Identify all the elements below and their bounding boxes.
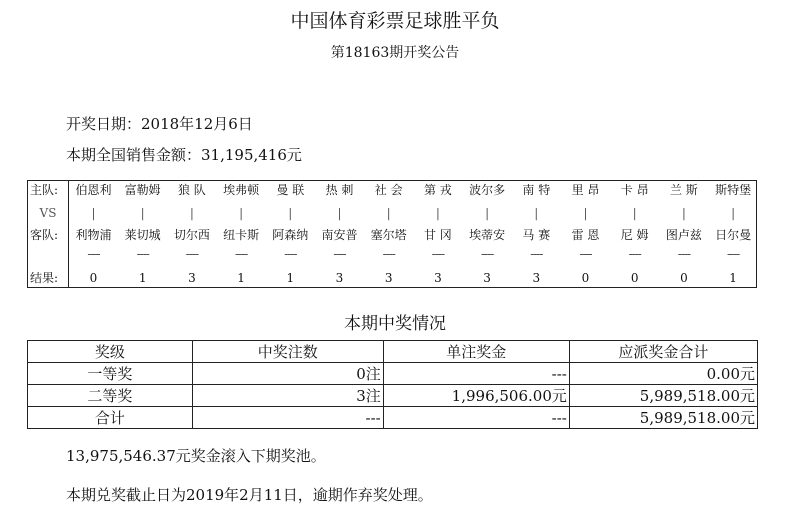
home-team: 卡 昂 xyxy=(620,183,649,197)
dash-mark: ---- xyxy=(284,247,297,261)
match-result: 1 xyxy=(138,271,147,285)
vs-mark: | xyxy=(140,206,145,220)
prize-level: 二等奖 xyxy=(28,385,193,407)
header-total-prize: 应派奖金合计 xyxy=(569,341,757,363)
dash-mark: ---- xyxy=(333,247,346,261)
match-result: 3 xyxy=(188,271,196,285)
draw-date: 开奖日期：2018年12月6日 xyxy=(66,115,253,133)
rollover-note: 13,975,546.37元奖金滚入下期奖池。 xyxy=(66,447,326,465)
home-team: 埃弗顿 xyxy=(223,183,260,197)
away-team: 切尔西 xyxy=(173,228,210,242)
home-team: 富勒姆 xyxy=(124,183,161,197)
winning-count: 0注 xyxy=(192,363,383,385)
vs-mark: | xyxy=(632,206,637,220)
total-prize: 5,989,518.00元 xyxy=(569,407,757,429)
away-team: 塞尔塔 xyxy=(370,228,407,242)
away-team: 图卢兹 xyxy=(665,228,702,242)
away-team: 纽卡斯 xyxy=(223,228,260,242)
away-team: 雷 恩 xyxy=(571,228,600,242)
prize-row xyxy=(28,363,758,385)
vs-mark: | xyxy=(681,206,686,220)
away-team: 日尔曼 xyxy=(715,228,752,242)
vs-label: VS xyxy=(39,206,57,220)
away-row xyxy=(28,226,756,244)
prize-level: 合计 xyxy=(28,407,193,429)
home-team: 社 会 xyxy=(374,183,403,197)
vs-mark: | xyxy=(386,206,391,220)
away-team: 尼 姆 xyxy=(620,228,649,242)
home-team: 热 刺 xyxy=(325,183,354,197)
away-team: 阿森纳 xyxy=(272,228,309,242)
match-result: 0 xyxy=(630,271,639,285)
home-team: 第 戎 xyxy=(423,183,452,197)
result-label: 结果: xyxy=(30,271,59,285)
home-team: 伯恩利 xyxy=(75,183,112,197)
match-result: 3 xyxy=(335,271,344,285)
prize-section-title: 本期中奖情况 xyxy=(344,314,446,334)
winning-count: --- xyxy=(192,407,383,429)
vs-mark: | xyxy=(534,206,539,220)
away-team: 马 赛 xyxy=(522,228,551,242)
match-result: 1 xyxy=(729,271,737,285)
match-result: 0 xyxy=(680,271,688,285)
dash-mark: ---- xyxy=(136,247,149,261)
prize-row xyxy=(28,407,758,429)
dash-mark: ---- xyxy=(726,247,740,261)
unit-prize: 1,996,506.00元 xyxy=(383,385,569,407)
match-result: 1 xyxy=(286,271,295,285)
away-label: 客队: xyxy=(30,228,59,242)
match-table xyxy=(27,180,757,288)
vs-mark: | xyxy=(189,206,194,220)
header-level: 奖级 xyxy=(28,341,193,363)
away-team: 利物浦 xyxy=(75,228,112,242)
header-unit-prize: 单注奖金 xyxy=(383,341,569,363)
dash-mark: ---- xyxy=(480,247,494,261)
vs-mark: | xyxy=(435,206,440,220)
sales-amount: 本期全国销售金额：31,195,416元 xyxy=(66,146,302,164)
home-team: 狼 队 xyxy=(177,183,206,197)
away-team: 莱切城 xyxy=(124,228,161,242)
issue-subtitle: 第18163期开奖公告 xyxy=(330,45,460,61)
vs-mark: | xyxy=(239,206,244,220)
vs-mark: | xyxy=(288,206,293,220)
total-prize: 5,989,518.00元 xyxy=(569,385,757,407)
home-team: 南 特 xyxy=(522,183,551,197)
prize-level: 一等奖 xyxy=(28,363,193,385)
dash-mark: ---- xyxy=(579,247,592,261)
home-team: 波尔多 xyxy=(469,183,506,197)
winning-count: 3注 xyxy=(192,385,383,407)
vs-mark: | xyxy=(731,206,736,220)
vs-mark: | xyxy=(91,206,96,220)
match-result: 1 xyxy=(237,271,245,285)
dash-mark: ---- xyxy=(628,247,641,261)
prize-table xyxy=(27,340,758,429)
home-label: 主队: xyxy=(30,183,59,197)
vs-mark: | xyxy=(583,206,588,220)
prize-row xyxy=(28,385,758,407)
deadline-note: 本期兑奖截止日为2019年2月11日，逾期作弃奖处理。 xyxy=(66,486,433,504)
unit-prize: --- xyxy=(383,363,569,385)
home-team: 斯特堡 xyxy=(715,183,752,197)
dash-mark: ---- xyxy=(185,247,198,261)
vs-mark: | xyxy=(337,206,342,220)
dash-row xyxy=(28,245,756,263)
match-result: 3 xyxy=(532,271,541,285)
total-prize: 0.00元 xyxy=(569,363,757,385)
dash-mark: ---- xyxy=(677,247,690,261)
match-result: 3 xyxy=(483,271,491,285)
dash-mark: ---- xyxy=(530,247,543,261)
header-count: 中奖注数 xyxy=(192,341,383,363)
dash-mark: ---- xyxy=(431,247,444,261)
dash-mark: ---- xyxy=(234,247,248,261)
home-team: 兰 斯 xyxy=(669,183,698,197)
dash-mark: ---- xyxy=(87,247,100,261)
away-team: 南安普 xyxy=(321,228,358,242)
match-result: 3 xyxy=(384,271,393,285)
home-team: 曼 联 xyxy=(276,183,305,197)
home-team: 里 昂 xyxy=(571,183,600,197)
away-team: 埃蒂安 xyxy=(469,228,506,242)
match-result: 0 xyxy=(89,271,98,285)
dash-mark: ---- xyxy=(382,247,395,261)
match-result: 0 xyxy=(581,271,590,285)
page-title: 中国体育彩票足球胜平负 xyxy=(290,10,500,32)
vs-mark: | xyxy=(485,206,490,220)
unit-prize: --- xyxy=(383,407,569,429)
away-team: 甘 冈 xyxy=(423,228,452,242)
prize-header-row xyxy=(28,341,758,363)
vs-row xyxy=(28,204,756,222)
result-row xyxy=(28,269,756,287)
home-row xyxy=(28,181,756,199)
match-result: 3 xyxy=(434,271,442,285)
